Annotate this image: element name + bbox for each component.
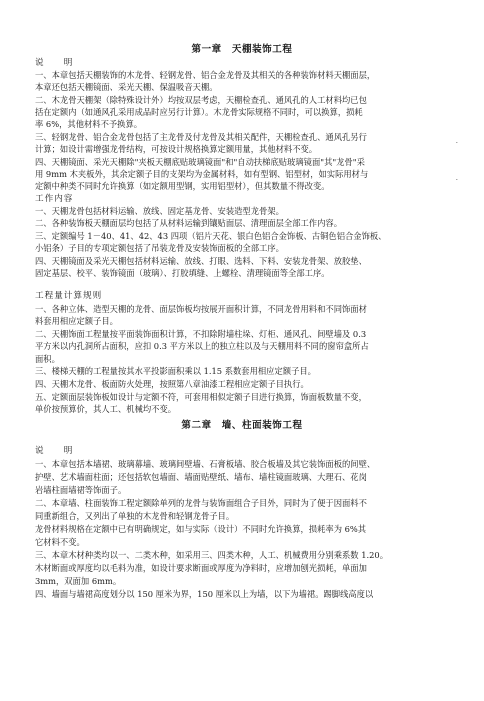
chapter2-title: 第二章 墙、柱面装饰工程	[181, 420, 303, 431]
paragraph-line: 率 6%，其他材料不予换算。	[35, 119, 143, 129]
paragraph-line: 三、本章木材种类均以一、二类木种，如采用三、四类木种，人工、机械费用分别乘系数 1.20。	[35, 550, 388, 560]
paragraph-line: 三、定额编号 1－40、41、42、43 四项（铝片天花、银白色铝合金饰板、古铜色铝合金饰板、	[35, 231, 387, 241]
chapter1-rules-heading: 工程量计算规则	[35, 291, 103, 301]
paragraph-line: 龙骨材料规格在定额中已有明确规定，如与实际（设计）不同时允许换算，损耗率为 6%其	[35, 524, 367, 534]
paragraph-line: 四、天棚镜面、采光天棚除"夹板天棚底贴玻璃镜面"和"自动扶梯底贴玻璃镜面"其"龙骨"采	[35, 157, 365, 167]
margin-mark: ·	[455, 139, 458, 147]
paragraph-line: 单价按预算价，其人工、机械均不变。	[35, 404, 177, 414]
chapter2-explain-heading: 说 明	[35, 446, 74, 456]
margin-mark: ·	[455, 176, 458, 184]
paragraph-line: 五、定额面层装饰板如设计与定额不符，可套用相似定额子目进行换算，饰面板数量不变，	[35, 392, 367, 402]
paragraph-line: 三、楼梯天棚的工程量按其水平投影面积乘以 1.15 系数套用相应定额子目。	[35, 366, 316, 376]
paragraph-line: 面积。	[35, 354, 60, 364]
paragraph-line: 二、木龙骨天棚架（除特殊设计外）均按双层考虑，天棚检查孔、通风孔的人工材料均已包	[35, 95, 367, 105]
paragraph-line: 二、本章墙、柱面装饰工程定额除单列的龙骨与装饰面组合子目外，同时为了便于因面料不	[35, 498, 367, 508]
paragraph-line: 本章还包括天棚镜面、采光天棚、保温吸音天棚。	[35, 82, 218, 92]
paragraph-line: 一、本章包括天棚装饰的木龙骨、轻钢龙骨、铝合金龙骨及其相关的各种装饰材料天棚面层，	[35, 70, 376, 80]
paragraph-line: 平方米以内孔洞所占面积，应扣 0.3 平方米以上的独立柱以及与天棚用料不同的窗帘盒所占	[35, 341, 369, 351]
paragraph-line: 料套用相应定额子目。	[35, 316, 118, 326]
paragraph-line: 一、本章包括本墙裙、玻璃幕墙、玻璃间壁墙、石膏板墙、胶合板墙及其它装饰面板的间壁、	[35, 459, 376, 469]
paragraph-line: 一、天棚龙骨包括材料运输、放线、固定基龙骨、安装造型龙骨架。	[35, 206, 284, 216]
paragraph-line: 括在定额内（如通风孔采用成品时应另行计算）。木龙骨实际规格不同时，可以换算，损耗	[35, 107, 363, 117]
paragraph-line: 护壁、艺术墙面柱面；还包括软包墙面、墙面贴壁纸、墙布、墙柱镜面玻璃、大理石、花岗	[35, 472, 367, 482]
paragraph-line: 它材料不变。	[35, 537, 85, 547]
paragraph-line: 计算；如设计需增强龙骨结构，可按设计规格换算定额用量，其他材料不变。	[35, 144, 318, 154]
paragraph-line: 三、轻钢龙骨、铝合金龙骨包括了主龙骨及付龙骨及其相关配件，天棚检查孔、通风孔另行	[35, 132, 367, 142]
chapter1-title: 第一章 天棚装饰工程	[191, 44, 293, 55]
chapter1-work-heading: 工作内容	[35, 194, 74, 204]
paragraph-line: 一、各种立体、造型天棚的龙骨、面层饰板均按展开面积计算，不同龙骨用料和不同饰面材	[35, 304, 367, 314]
paragraph-line: 用 9mm 木夹板外，其余定额子目的支架均为金属材料，如有型钢、铝型材，如实际用材与	[35, 169, 369, 179]
paragraph-line: 小铝条）子目的专项定额包括了吊装龙骨及安装饰面板的全部工序。	[35, 243, 284, 253]
paragraph-line: 木材断面或厚度均以毛料为准，如设计要求断面或厚度为净料时，应增加刨光损耗，单面加	[35, 563, 367, 573]
paragraph-line: 岩墙柱面墙裙等饰面子。	[35, 485, 127, 495]
paragraph-line: 3mm，双面加 6mm。	[35, 576, 122, 586]
paragraph-line: 二、天棚饰面工程量按平面装饰面积计算，不扣除附墙柱垛、灯柜、通风孔、间壁墙及 0.3	[35, 329, 367, 339]
paragraph-line: 四、天棚木龙骨、板面防火处理，按照第八章油漆工程相应定额子目执行。	[35, 379, 309, 389]
paragraph-line: 固定基层、校平、装饰镜面（玻璃）、打胶填缝、上螺栓、清理镜面等全部工序。	[35, 268, 330, 278]
paragraph-line: 四、天棚镜面及采光天棚包括材料运输、放线、打眼、选料、下料、安装龙骨架、放胶垫、	[35, 256, 367, 266]
paragraph-line: 四、墙面与墙裙高度划分以 150 厘米为界，150 厘米以上为墙，以下为墙裙。踢脚线高度以	[35, 589, 374, 599]
paragraph-line: 同重新组合，又列出了单独的木龙骨和轻钢龙骨子目。	[35, 511, 235, 521]
paragraph-line: 定额中种类不同时允许换算（如定额用型钢，实用铝型材），但其数量不得改变。	[35, 181, 330, 191]
chapter1-explain-heading: 说 明	[35, 58, 74, 68]
paragraph-line: 二、各种装饰板天棚面层均包括了从材料运输到镶贴面层、清理面层全部工作内容。	[35, 218, 342, 228]
